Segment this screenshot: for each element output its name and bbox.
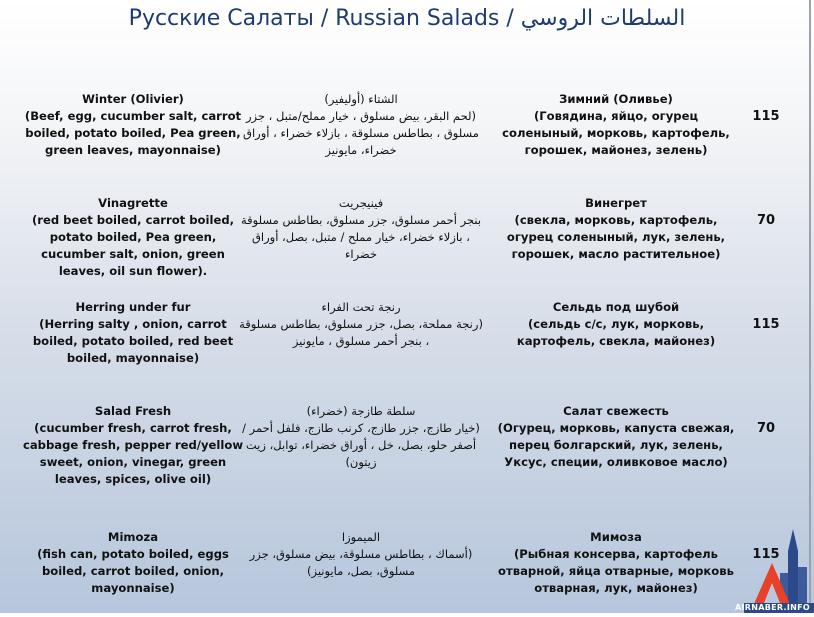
item-ar-name: الشتاء (أوليفير) bbox=[324, 92, 398, 106]
item-english bbox=[22, 529, 244, 597]
item-russian bbox=[496, 403, 736, 471]
item-price bbox=[744, 195, 788, 228]
item-arabic bbox=[238, 91, 484, 159]
item-price-value: 115 bbox=[752, 317, 780, 332]
item-arabic bbox=[238, 299, 484, 350]
item-ar-desc: بنجر أحمر مسلوق، جزر مسلوق، بطاطس مسلوقة ، بازلاء خضراء، خيار مملح / متبل، بصل، أوراق خضراء bbox=[240, 213, 482, 261]
item-arabic bbox=[238, 529, 484, 580]
item-ru-desc: (сельдь с/с, лук, морковь, картофель, свекла, майонез) bbox=[516, 317, 716, 348]
item-price bbox=[744, 299, 788, 332]
item-russian bbox=[496, 91, 736, 159]
item-ar-desc: (رنجة مملحة، بصل، جزر مسلوق، بطاطس مسلوقة ، بنجر أحمر مسلوق ، مايونيز bbox=[239, 317, 483, 348]
item-ar-name: رنجة تحت الفراء bbox=[321, 300, 401, 314]
watermark-logo bbox=[735, 523, 814, 613]
item-price-value: 70 bbox=[756, 213, 776, 228]
item-en-desc: (red beet boiled, carrot boiled, potato boiled, Pea green, cucumber salt, onion, green leaves, oil sun flower). bbox=[31, 213, 235, 278]
item-russian bbox=[496, 529, 736, 597]
item-arabic bbox=[238, 403, 484, 471]
item-ar-desc: (أسماك ، بطاطس مسلوقة، بيض مسلوق، جزر مسلوق، بصل، مايونيز) bbox=[249, 547, 473, 578]
item-ar-desc: (لحم البقر، بيض مسلوق ، خيار مملح/متبل ، جزر مسلوق ، بطاطس مسلوقة ، بازلاء خضراء ، أوراق خضراء، مايونيز bbox=[243, 109, 479, 157]
page-title: Русские Салаты / Russian Salads / السلطات الروسي bbox=[128, 6, 686, 31]
item-en-desc: (cucumber fresh, carrot fresh, cabbage fresh, pepper red/yellow sweet, onion, vinegar, green leaves, spices, olive oil) bbox=[22, 421, 244, 486]
item-arabic bbox=[238, 195, 484, 263]
item-en-name: Winter (Olivier) bbox=[82, 92, 184, 106]
item-en-name: Salad Fresh bbox=[94, 404, 172, 418]
item-ar-name: الميموزا bbox=[341, 530, 381, 544]
item-ar-desc: (خيار طازج، جزر طازج، كرنب طازج، فلفل أحمر / أصفر حلو، بصل، خل ، أوراق خضراء، توابل، زيت زيتون) bbox=[242, 421, 480, 469]
item-russian bbox=[496, 299, 736, 350]
item-ru-name: Салат свежесть bbox=[563, 404, 669, 418]
item-ru-desc: (Рыбная консерва, картофель отварной, яйца отварные, морковь отварная, лук, майонез) bbox=[498, 547, 734, 595]
item-ru-desc: (Говядина, яйцо, огурец соленыный, морковь, картофель, горошек, майонез, зелень) bbox=[502, 109, 730, 157]
item-ru-desc: (свекла, морковь, картофель, огурец соленыный, лук, зелень, горошек, масло растительное) bbox=[506, 213, 726, 261]
item-ru-name: Мимоза bbox=[590, 530, 642, 544]
item-english bbox=[22, 299, 244, 367]
item-price-value: 115 bbox=[752, 547, 780, 562]
item-ar-name: فينيجريت bbox=[338, 196, 384, 210]
item-ru-name: Зимний (Оливье) bbox=[559, 92, 673, 106]
item-english bbox=[22, 195, 244, 280]
item-price bbox=[744, 403, 788, 436]
page-edge-line bbox=[809, 0, 811, 613]
item-ru-name: Сельдь под шубой bbox=[552, 300, 680, 314]
item-english bbox=[22, 91, 244, 159]
item-en-desc: (fish can, potato boiled, eggs boiled, carrot boiled, onion, mayonnaise) bbox=[37, 547, 229, 595]
item-price-value: 115 bbox=[752, 109, 780, 124]
item-en-desc: (Herring salty , onion, carrot boiled, potato boiled, red beet boiled, mayonnaise) bbox=[32, 317, 234, 365]
item-ru-name: Винегрет bbox=[585, 196, 647, 210]
watermark-text: AIRNABER.INFO bbox=[735, 603, 810, 612]
item-en-name: Mimoza bbox=[107, 530, 159, 544]
item-ru-desc: (Огурец, морковь, капуста свежая, перец болгарский, лук, зелень, Уксус, специи, оливковое масло) bbox=[497, 421, 735, 469]
item-price bbox=[744, 91, 788, 124]
item-english bbox=[22, 403, 244, 488]
item-russian bbox=[496, 195, 736, 263]
item-ar-name: سلطة طازجة (خضراء) bbox=[306, 404, 416, 418]
building-icon bbox=[744, 523, 814, 613]
item-en-desc: (Beef, egg, cucumber salt, carrot boiled, potato boiled, Pea green, green leaves, mayonnaise) bbox=[24, 109, 242, 157]
item-en-name: Herring under fur bbox=[75, 300, 191, 314]
item-price-value: 70 bbox=[756, 421, 776, 436]
item-en-name: Vinagrette bbox=[98, 196, 168, 210]
